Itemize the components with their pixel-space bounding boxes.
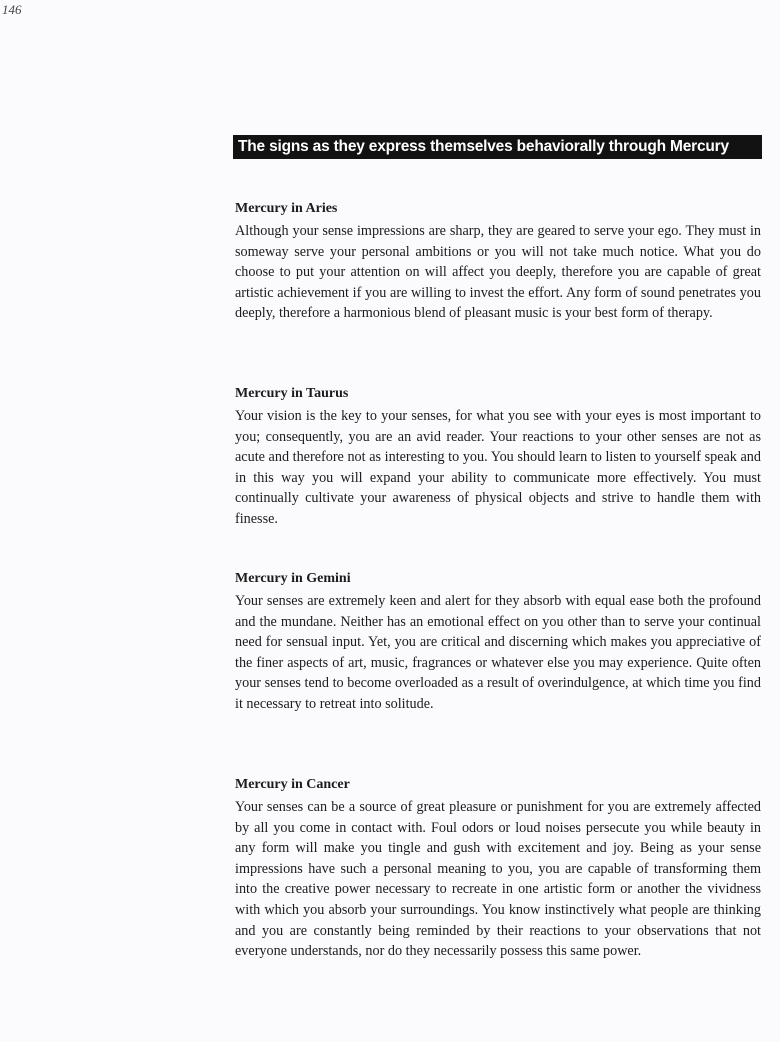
section-heading: Mercury in Gemini bbox=[235, 571, 351, 586]
section-banner-title: The signs as they express themselves behaviorally through Mercury bbox=[233, 135, 762, 159]
section-mercury-in-gemini bbox=[235, 569, 761, 715]
section-body: Your senses can be a source of great pleasure or punishment for you are extremely affected by all you come in contact with. Foul odors or loud noises persecute you while beauty in any form will make you tingle and gush with excitement and joy. Being as your sense impressions have such a personal meaning to you, you are capable of transforming them into the creative power necessary to recreate in one artistic form or another the vividness with which you absorb your surroundings. You know instinctively what people are thinking and you are constantly being reminded by their reactions to your observations that not everyone understands, nor do they necessarily possess this same power. bbox=[235, 799, 761, 960]
section-body: Although your sense impressions are sharp, they are geared to serve your ego. They must in someway serve your personal ambitions or you will not take much notice. What you do choose to put your attention on will affect you deeply, therefore you are capable of great artistic achievement if you are willing to invest the effort. Any form of sound penetrates you deeply, therefore a harmonious blend of pleasant music is your best form of therapy. bbox=[235, 223, 761, 322]
section-heading: Mercury in Cancer bbox=[235, 777, 350, 792]
page-number: 146 bbox=[2, 2, 22, 17]
section-body: Your senses are extremely keen and alert for they absorb with equal ease both the profound and the mundane. Neither has an emotional effect on you other than to serve your continual need for sensual input. Yet, you are critical and discerning which makes you appreciative of the finer aspects of art, music, fragrances or whatever else you may experience. Quite often your senses tend to become overloaded as a result of overindulgence, at which time you find it necessary to retreat into solitude. bbox=[235, 593, 761, 712]
section-mercury-in-taurus bbox=[235, 384, 761, 530]
section-mercury-in-cancer bbox=[235, 775, 761, 962]
section-heading: Mercury in Aries bbox=[235, 201, 338, 216]
section-heading: Mercury in Taurus bbox=[235, 386, 349, 401]
section-mercury-in-aries bbox=[235, 199, 761, 324]
section-body: Your vision is the key to your senses, for what you see with your eyes is most important to you; consequently, you are an avid reader. Your reactions to your other senses are not as acute and therefore not as interesting to you. You should learn to listen to yourself speak and in this way you will expand your ability to communicate more effectively. You must continually cultivate your awareness of physical objects and strive to handle them with finesse. bbox=[235, 408, 761, 527]
